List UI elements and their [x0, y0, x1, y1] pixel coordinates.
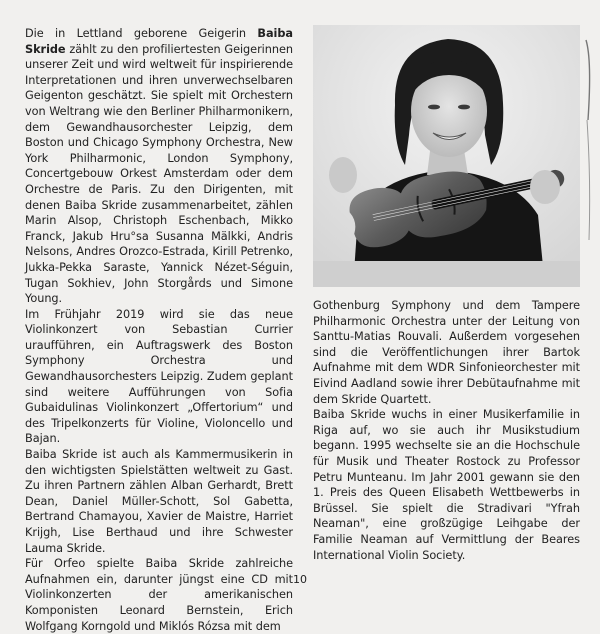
paragraph-lead: Die in Lettland geborene Geigerin — [25, 27, 258, 40]
page-number: 10 — [293, 573, 307, 586]
paragraph-body: zählt zu den profiliertesten Geigerinnen unserer Zeit und wird weltweit für inspirierende Interpretationen und ihren unverwechselbaren Geigenton geschätzt. Sie spielt mit Orchestern von Weltrang wie den Berliner Philharmonikern, dem Gewandhausorchester Leipzig, dem Boston und Chicago Symphony Orchestra, New York Philharmonic, London Symphony, Concertgebouw Orkest Amsterdam oder dem Orchestre de Paris. Zu den Dirigenten, mit denen Baiba Skride zusammenarbeitet, zählen Marin Alsop, Christoph Eschenbach, Mikko Franck, Jakub Hru°sa Susanna Mälkki, Andris Nelsons, Andres Orozco-Estrada, Kirill Petrenko, Jukka-Pekka Saraste, Yannick Nézet-Séguin, Tugan Sokhiev, John Storgårds und Simone Young. — [25, 42, 293, 306]
page-edge-icon — [582, 0, 600, 599]
violinist-portrait-icon — [313, 25, 580, 287]
upcoming-performances-paragraph: Im Frühjahr 2019 wird sie das neue Violinkonzert von Sebastian Currier uraufführen, ein Auftragswerk des Boston Symphony Orchestra und Gewandhausorchesters Leipzig. Zudem geplant sind weitere Aufführungen von Sofia Gubaidulinas Violinkonzert „Offertorium“ und des Tripelkonzerts für Violine, Violoncello und Bajan. — [25, 307, 293, 446]
left-text-column — [25, 26, 293, 634]
right-text-column — [313, 298, 580, 563]
education-paragraph: Baiba Skride wuchs in einer Musikerfamilie in Riga auf, wo sie auch ihr Musikstudium begann. 1995 wechselte sie an die Hochschule für Musik und Theater Rostock zu Professor Petru Munteanu. Im Jahr 2001 gewann sie den 1. Preis des Queen Elisabeth Wettbewerbs in Brüssel. Sie spielt die Stradivari "Yfrah Neaman", eine großzügige Leihgabe der Familie Neaman auf Vermittlung der Beares International Violin Society. — [313, 408, 580, 562]
artist-name: Baiba Skride — [25, 27, 293, 56]
recordings-paragraph: Für Orfeo spielte Baiba Skride zahlreiche Aufnahmen ein, darunter jüngst eine CD mit Violinkonzerten der amerikanischen Komponisten Leonard Bernstein, Erich Wolfgang Korngold und Miklós Rózsa mit dem — [25, 557, 293, 633]
artist-photo — [313, 25, 580, 287]
recordings-continued-paragraph: Gothenburg Symphony und dem Tampere Philharmonic Orchestra unter der Leitung von Santtu-Matias Rouvali. Außerdem vorgesehen sind die Veröffentlichungen ihrer Bartok Aufnahme mit dem WDR Sinfonieorchester mit Eivind Aadland sowie ihrer Debütaufnahme mit dem Skride Quartett. — [313, 299, 580, 406]
chamber-music-paragraph: Baiba Skride ist auch als Kammermusikerin in den wichtigsten Spielstätten weltweit zu Gast. Zu ihren Partnern zählen Alban Gerhardt, Brett Dean, Daniel Müller-Schott, Sol Gabetta, Bertrand Chamayou, Xavier de Maistre, Harriet Krijgh, Lise Berthaud und ihre Schwester Lauma Skride. — [25, 448, 293, 555]
biography-paragraph — [25, 26, 293, 307]
